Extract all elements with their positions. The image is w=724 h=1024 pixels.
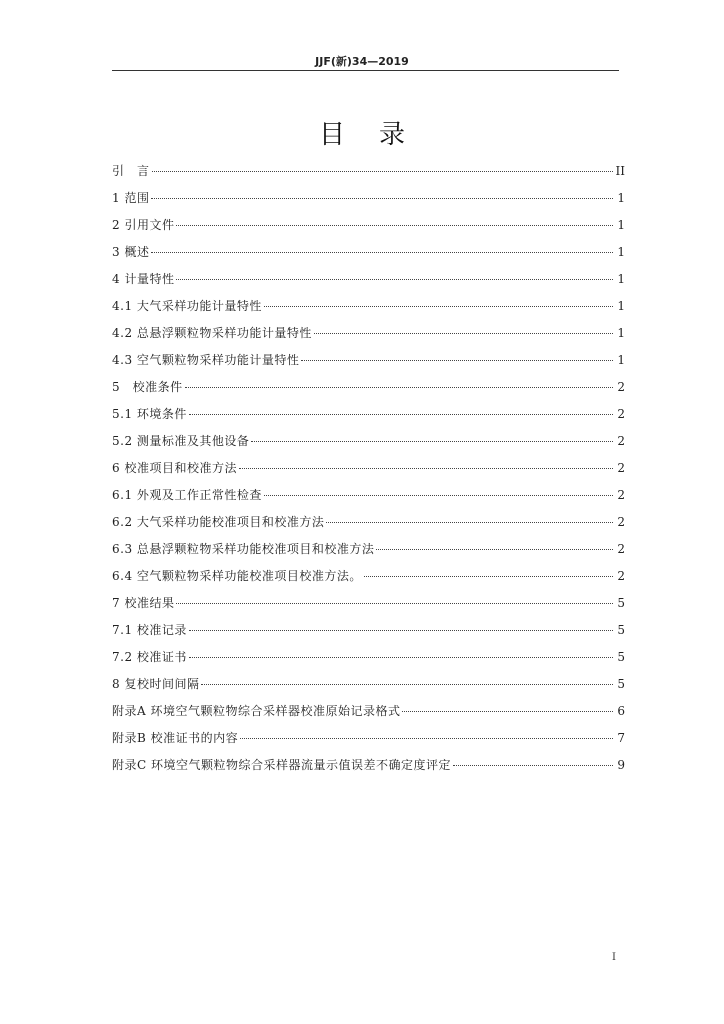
toc-entry-page: 5 xyxy=(617,677,625,691)
toc-entry-page: 5 xyxy=(617,623,625,637)
toc-entry-label: 4.2 总悬浮颗粒物采样功能计量特性 xyxy=(112,326,312,340)
toc-dot-leader xyxy=(152,171,613,172)
toc-entry-label: 8 复校时间间隔 xyxy=(112,677,200,691)
toc-entry-label: 7 校准结果 xyxy=(112,596,175,610)
document-header: JJF(新)34—2019 xyxy=(315,55,409,68)
toc-entry[interactable] xyxy=(112,756,625,783)
footer-page-number: I xyxy=(612,952,616,963)
toc-entry-label: 5.1 环境条件 xyxy=(112,407,187,421)
toc-entry-label: 6.3 总悬浮颗粒物采样功能校准项目和校准方法 xyxy=(112,542,375,556)
toc-entry[interactable] xyxy=(112,216,625,243)
toc-entry-page: 2 xyxy=(617,542,625,556)
toc-entry-page: 2 xyxy=(617,569,625,583)
toc-entry-label: 6.1 外观及工作正常性检查 xyxy=(112,488,262,502)
toc-dot-leader xyxy=(189,630,613,631)
toc-entry[interactable] xyxy=(112,459,625,486)
toc-entry-page: 5 xyxy=(617,596,625,610)
toc-entry[interactable] xyxy=(112,594,625,621)
toc-dot-leader xyxy=(151,252,613,253)
toc-entry-label: 6.4 空气颗粒物采样功能校准项目校准方法。 xyxy=(112,569,362,583)
toc-entry[interactable] xyxy=(112,189,625,216)
toc-entry[interactable] xyxy=(112,432,625,459)
toc-entry[interactable] xyxy=(112,162,625,189)
toc-entry-page: II xyxy=(615,164,625,178)
toc-entry-page: 2 xyxy=(617,407,625,421)
toc-entry-label: 3 概述 xyxy=(112,245,150,259)
toc-dot-leader xyxy=(326,522,613,523)
toc-entry-page: 1 xyxy=(617,245,625,259)
toc-dot-leader xyxy=(364,576,613,577)
toc-entry-label: 4.3 空气颗粒物采样功能计量特性 xyxy=(112,353,300,367)
toc-entry-label: 附录C 环境空气颗粒物综合采样器流量示值误差不确定度评定 xyxy=(112,758,451,772)
toc-entry-page: 1 xyxy=(617,326,625,340)
toc-entry[interactable] xyxy=(112,324,625,351)
toc-entry-label: 附录A 环境空气颗粒物综合采样器校准原始记录格式 xyxy=(112,704,401,718)
toc-entry[interactable] xyxy=(112,486,625,513)
toc-dot-leader xyxy=(189,657,613,658)
toc-entry-label: 附录B 校准证书的内容 xyxy=(112,731,239,745)
header-rule xyxy=(112,70,619,71)
toc-entry-label: 4.1 大气采样功能计量特性 xyxy=(112,299,262,313)
toc-entry-page: 2 xyxy=(617,380,625,394)
toc-entry-page: 2 xyxy=(617,488,625,502)
toc-dot-leader xyxy=(264,306,613,307)
toc-dot-leader xyxy=(301,360,613,361)
toc-entry-page: 7 xyxy=(617,731,625,745)
toc-entry[interactable] xyxy=(112,702,625,729)
toc-entry-page: 6 xyxy=(617,704,625,718)
toc-entry-page: 1 xyxy=(617,191,625,205)
toc-entry-label: 1 范围 xyxy=(112,191,150,205)
toc-entry[interactable] xyxy=(112,378,625,405)
toc-entry-page: 2 xyxy=(617,515,625,529)
toc-entry-page: 1 xyxy=(617,299,625,313)
toc-entry[interactable] xyxy=(112,243,625,270)
toc-entry[interactable] xyxy=(112,513,625,540)
toc-entry[interactable] xyxy=(112,270,625,297)
toc-dot-leader xyxy=(189,414,613,415)
toc-dot-leader xyxy=(176,225,613,226)
toc-dot-leader xyxy=(314,333,613,334)
toc-entry-label: 4 计量特性 xyxy=(112,272,175,286)
toc-entry-label: 7.1 校准记录 xyxy=(112,623,187,637)
toc-dot-leader xyxy=(151,198,613,199)
toc-entry[interactable] xyxy=(112,540,625,567)
toc-entry-label: 5 校准条件 xyxy=(112,380,183,394)
toc-dot-leader xyxy=(239,468,613,469)
toc-dot-leader xyxy=(376,549,613,550)
toc-entry[interactable] xyxy=(112,729,625,756)
toc-entry-label: 6.2 大气采样功能校准项目和校准方法 xyxy=(112,515,325,529)
toc-dot-leader xyxy=(176,279,613,280)
toc-entry-page: 1 xyxy=(617,353,625,367)
toc-entry[interactable] xyxy=(112,648,625,675)
toc-entry-label: 7.2 校准证书 xyxy=(112,650,187,664)
toc-dot-leader xyxy=(402,711,613,712)
toc-dot-leader xyxy=(201,684,613,685)
toc-entry[interactable] xyxy=(112,351,625,378)
toc-dot-leader xyxy=(251,441,613,442)
toc-title: 目录 xyxy=(318,120,439,150)
toc-entry-label: 6 校准项目和校准方法 xyxy=(112,461,237,475)
toc-dot-leader xyxy=(453,765,613,766)
toc-entry-page: 2 xyxy=(617,434,625,448)
toc-dot-leader xyxy=(176,603,613,604)
toc-entry-label: 2 引用文件 xyxy=(112,218,175,232)
toc-dot-leader xyxy=(240,738,613,739)
toc-dot-leader xyxy=(185,387,613,388)
toc-dot-leader xyxy=(264,495,613,496)
toc-entry[interactable] xyxy=(112,405,625,432)
toc-entry-page: 9 xyxy=(617,758,625,772)
toc-entry-page: 5 xyxy=(617,650,625,664)
toc-entry[interactable] xyxy=(112,297,625,324)
toc-entry[interactable] xyxy=(112,567,625,594)
toc-entry[interactable] xyxy=(112,621,625,648)
toc-entry-page: 1 xyxy=(617,218,625,232)
table-of-contents xyxy=(112,162,625,783)
toc-entry-page: 2 xyxy=(617,461,625,475)
toc-entry[interactable] xyxy=(112,675,625,702)
toc-entry-page: 1 xyxy=(617,272,625,286)
toc-entry-label: 5.2 测量标准及其他设备 xyxy=(112,434,250,448)
toc-entry-label: 引 言 xyxy=(112,164,150,178)
